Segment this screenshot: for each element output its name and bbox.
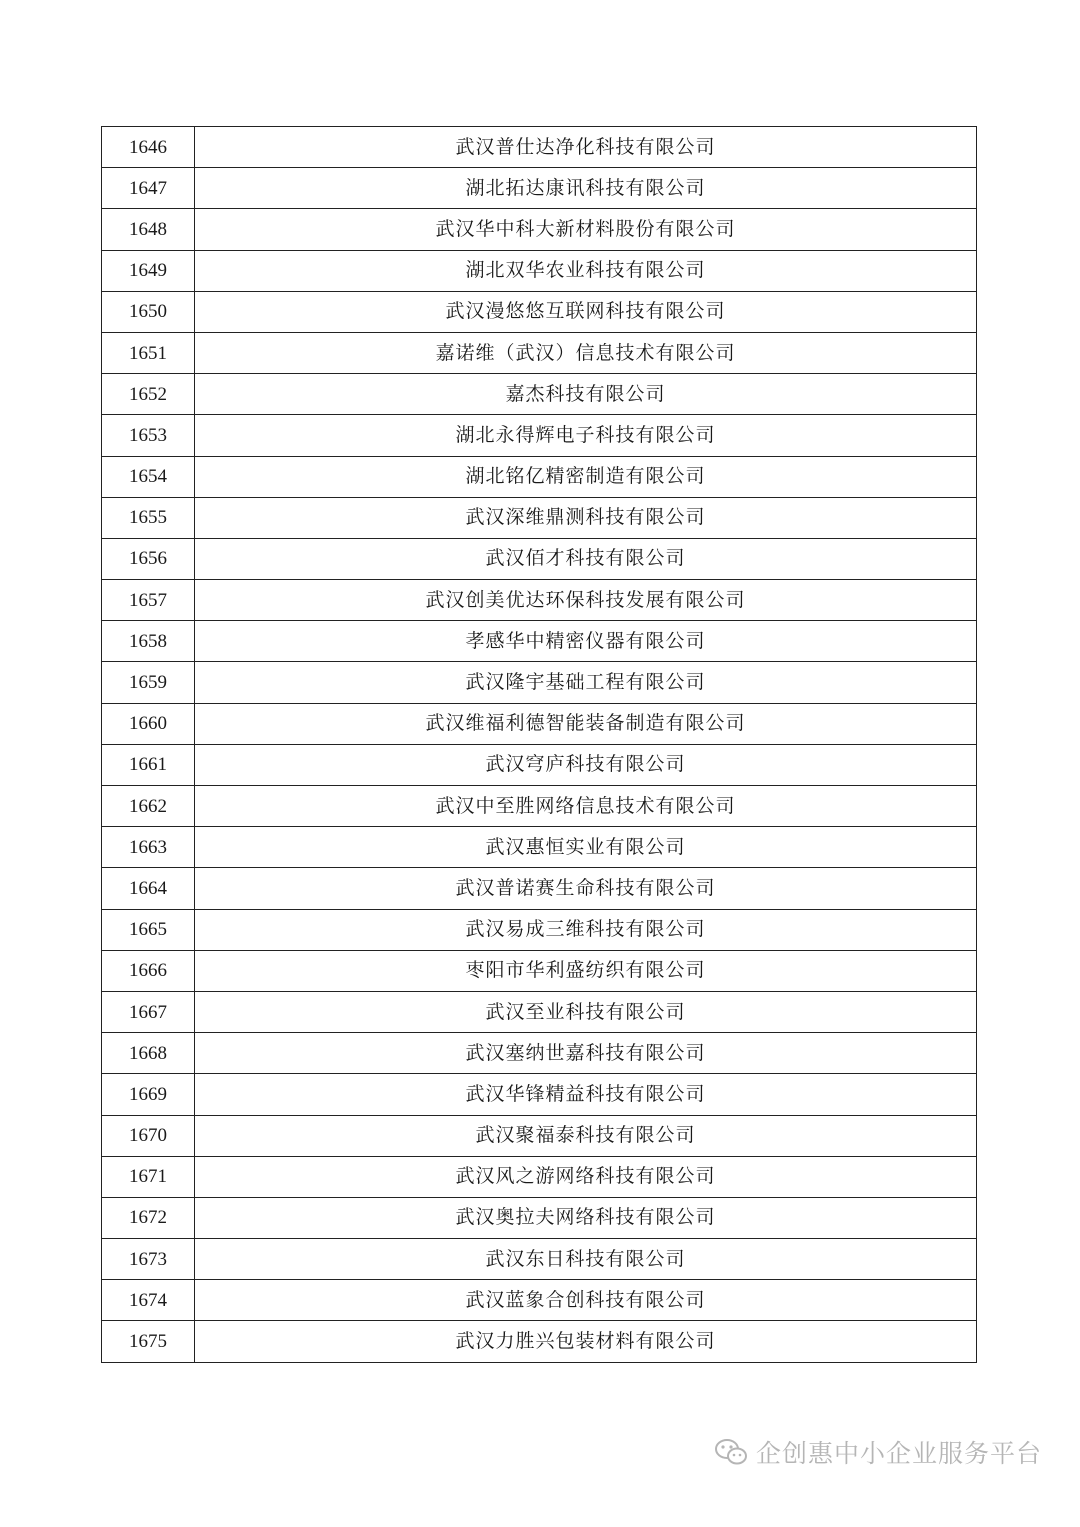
company-name: 武汉维福利德智能装备制造有限公司	[195, 703, 977, 744]
table-row	[102, 1033, 977, 1074]
table-row	[102, 950, 977, 991]
row-number: 1650	[102, 291, 195, 332]
table-row	[102, 786, 977, 827]
table-row	[102, 991, 977, 1032]
company-name: 武汉聚福泰科技有限公司	[195, 1115, 977, 1156]
row-number: 1653	[102, 415, 195, 456]
table-row	[102, 1239, 977, 1280]
watermark-text: 企创惠中小企业服务平台	[755, 1439, 1042, 1468]
row-number: 1675	[102, 1321, 195, 1362]
watermark	[714, 1432, 1042, 1472]
table-row	[102, 580, 977, 621]
company-name: 湖北双华农业科技有限公司	[195, 250, 977, 291]
row-number: 1654	[102, 456, 195, 497]
table-row	[102, 168, 977, 209]
table-row	[102, 868, 977, 909]
table-row	[102, 662, 977, 703]
table-row	[102, 497, 977, 538]
company-name: 武汉奥拉夫网络科技有限公司	[195, 1197, 977, 1238]
company-name: 武汉力胜兴包装材料有限公司	[195, 1321, 977, 1362]
table-row	[102, 291, 977, 332]
table-row	[102, 456, 977, 497]
company-list-table-wrap	[101, 126, 977, 1363]
company-name: 武汉普仕达净化科技有限公司	[195, 127, 977, 168]
company-name: 武汉风之游网络科技有限公司	[195, 1156, 977, 1197]
table-row	[102, 332, 977, 373]
company-list-table	[101, 126, 977, 1363]
row-number: 1669	[102, 1074, 195, 1115]
row-number: 1672	[102, 1197, 195, 1238]
table-row	[102, 1197, 977, 1238]
row-number: 1664	[102, 868, 195, 909]
table-row	[102, 538, 977, 579]
row-number: 1647	[102, 168, 195, 209]
row-number: 1671	[102, 1156, 195, 1197]
row-number: 1670	[102, 1115, 195, 1156]
row-number: 1658	[102, 621, 195, 662]
table-row	[102, 1074, 977, 1115]
row-number: 1662	[102, 786, 195, 827]
company-name: 孝感华中精密仪器有限公司	[195, 621, 977, 662]
company-name: 武汉华中科大新材料股份有限公司	[195, 209, 977, 250]
company-name: 武汉漫悠悠互联网科技有限公司	[195, 291, 977, 332]
company-name: 武汉塞纳世嘉科技有限公司	[195, 1033, 977, 1074]
company-name: 枣阳市华利盛纺织有限公司	[195, 950, 977, 991]
row-number: 1665	[102, 909, 195, 950]
table-row	[102, 1280, 977, 1321]
row-number: 1663	[102, 827, 195, 868]
company-name: 武汉穹庐科技有限公司	[195, 744, 977, 785]
company-name: 武汉惠恒实业有限公司	[195, 827, 977, 868]
company-name: 武汉华锋精益科技有限公司	[195, 1074, 977, 1115]
row-number: 1652	[102, 374, 195, 415]
table-row	[102, 1115, 977, 1156]
table-row	[102, 415, 977, 456]
row-number: 1655	[102, 497, 195, 538]
row-number: 1674	[102, 1280, 195, 1321]
table-row	[102, 827, 977, 868]
row-number: 1657	[102, 580, 195, 621]
row-number: 1649	[102, 250, 195, 291]
company-name: 武汉中至胜网络信息技术有限公司	[195, 786, 977, 827]
company-name: 武汉创美优达环保科技发展有限公司	[195, 580, 977, 621]
company-name: 武汉隆宇基础工程有限公司	[195, 662, 977, 703]
company-name: 湖北拓达康讯科技有限公司	[195, 168, 977, 209]
row-number: 1651	[102, 332, 195, 373]
company-name: 武汉东日科技有限公司	[195, 1239, 977, 1280]
row-number: 1660	[102, 703, 195, 744]
table-row	[102, 909, 977, 950]
company-name: 武汉至业科技有限公司	[195, 991, 977, 1032]
company-list-body	[102, 127, 977, 1363]
row-number: 1646	[102, 127, 195, 168]
table-row	[102, 250, 977, 291]
table-row	[102, 1156, 977, 1197]
table-row	[102, 1321, 977, 1362]
row-number: 1659	[102, 662, 195, 703]
company-name: 武汉佰才科技有限公司	[195, 538, 977, 579]
row-number: 1656	[102, 538, 195, 579]
company-name: 湖北铭亿精密制造有限公司	[195, 456, 977, 497]
table-row	[102, 127, 977, 168]
company-name: 武汉易成三维科技有限公司	[195, 909, 977, 950]
company-name: 武汉深维鼎测科技有限公司	[195, 497, 977, 538]
row-number: 1648	[102, 209, 195, 250]
row-number: 1661	[102, 744, 195, 785]
table-row	[102, 374, 977, 415]
company-name: 武汉蓝象合创科技有限公司	[195, 1280, 977, 1321]
row-number: 1666	[102, 950, 195, 991]
table-row	[102, 621, 977, 662]
row-number: 1668	[102, 1033, 195, 1074]
company-name: 湖北永得辉电子科技有限公司	[195, 415, 977, 456]
row-number: 1673	[102, 1239, 195, 1280]
company-name: 嘉诺维（武汉）信息技术有限公司	[195, 332, 977, 373]
wechat-icon	[714, 1437, 748, 1467]
table-row	[102, 744, 977, 785]
company-name: 嘉杰科技有限公司	[195, 374, 977, 415]
table-row	[102, 703, 977, 744]
company-name: 武汉普诺赛生命科技有限公司	[195, 868, 977, 909]
row-number: 1667	[102, 991, 195, 1032]
table-row	[102, 209, 977, 250]
